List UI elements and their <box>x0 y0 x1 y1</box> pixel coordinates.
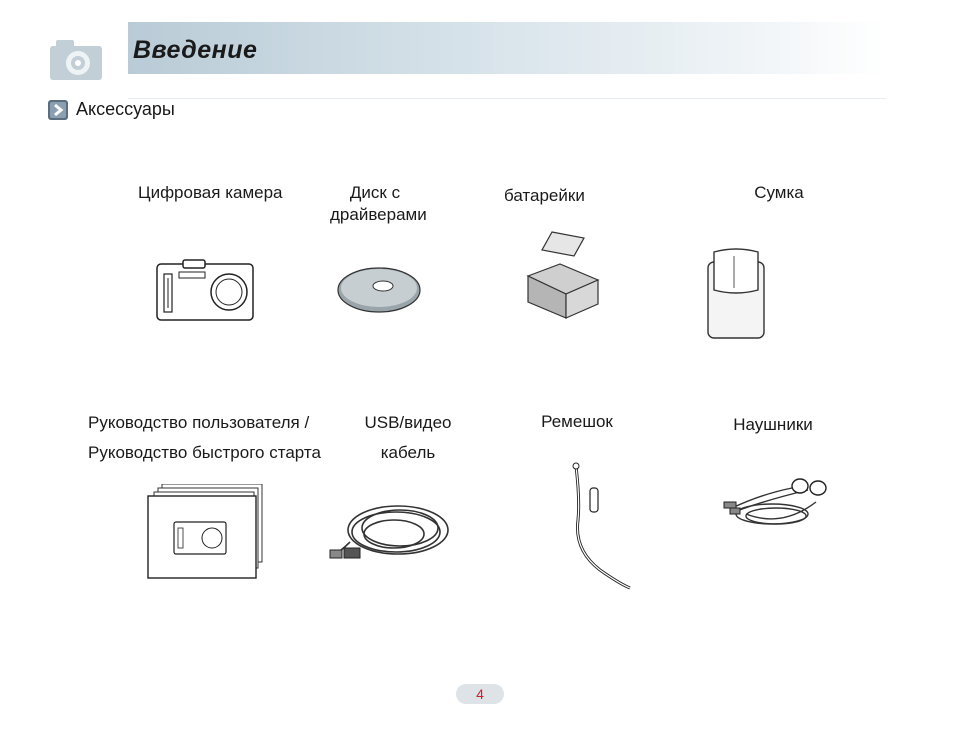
camera-header-icon <box>50 40 102 80</box>
disc-icon <box>336 264 422 314</box>
label-line: Диск с <box>349 183 401 202</box>
batteries-box-icon <box>522 228 602 320</box>
page-number: 4 <box>456 684 504 704</box>
camera-icon <box>155 258 255 322</box>
label-line: Цифровая камера <box>138 183 283 202</box>
label-line: Руководство пользователя / <box>88 413 310 432</box>
accessory-label-camera <box>138 182 283 204</box>
label-line: Ремешок <box>541 412 613 431</box>
cable-icon <box>326 494 452 572</box>
accessory-label-disc <box>330 182 427 226</box>
accessory-label-manual <box>88 412 321 464</box>
accessory-label-strap <box>540 411 614 433</box>
subsection-title: Аксессуары <box>76 99 175 119</box>
label-line: батарейки <box>504 186 585 205</box>
label-line: кабель <box>380 443 436 462</box>
label-line: USB/видео <box>364 413 452 432</box>
label-line: Сумка <box>754 183 804 202</box>
header-divider <box>128 98 886 99</box>
bag-icon <box>704 248 768 340</box>
accessory-label-earphones <box>730 414 816 436</box>
label-line: Руководство быстрого старта <box>88 443 321 462</box>
accessory-label-cable <box>360 412 456 464</box>
manual-icon <box>146 484 268 580</box>
section-title: Введение <box>133 36 258 64</box>
accessory-label-batteries <box>504 185 584 207</box>
earphones-icon <box>722 470 830 534</box>
label-line: Наушники <box>733 415 813 434</box>
accessory-label-bag <box>752 182 806 204</box>
chevron-right-icon <box>48 100 68 120</box>
strap-icon <box>560 460 636 592</box>
label-line: драйверами <box>330 205 427 224</box>
